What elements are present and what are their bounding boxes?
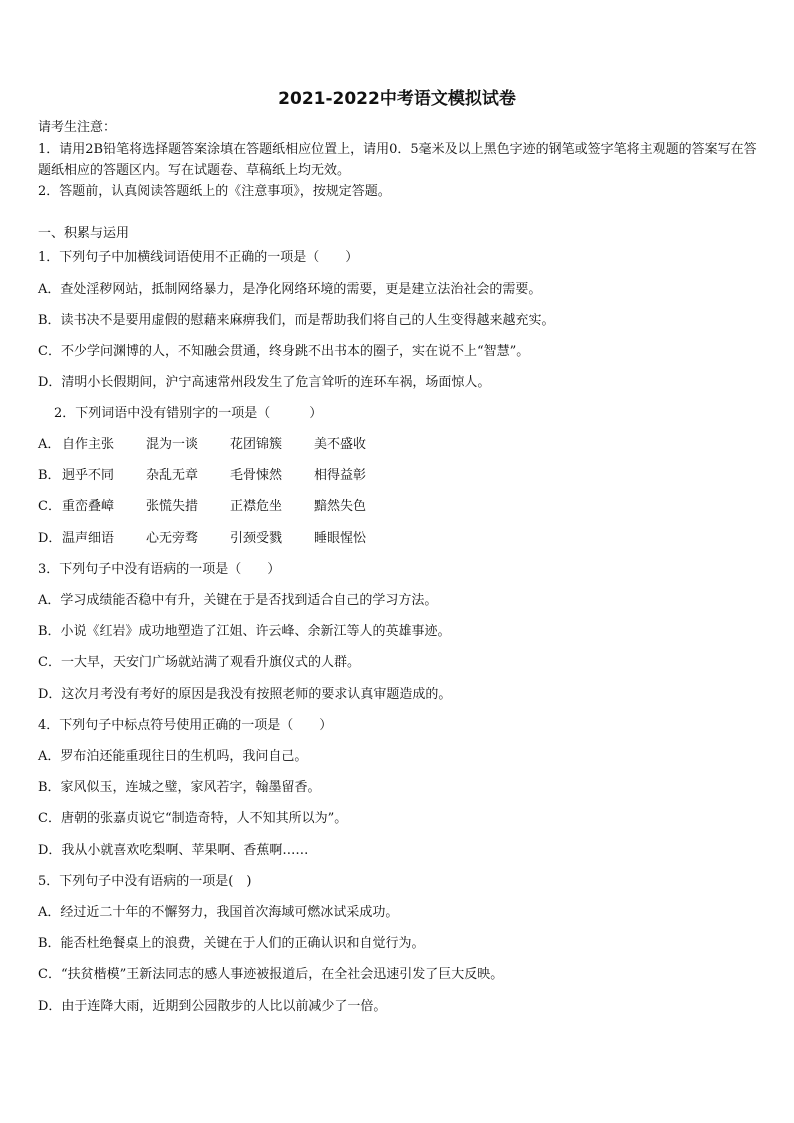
word: 引颈受戮 — [230, 531, 283, 546]
exam-title: 2021-2022中考语文模拟试卷 — [278, 89, 516, 109]
q4-option-b: B．家风似玉，连城之璧，家风若字，翰墨留香。 — [38, 780, 321, 795]
word: 张慌失措 — [146, 499, 199, 514]
option-letter: B． — [38, 468, 61, 483]
word: 正襟危坐 — [230, 499, 283, 514]
q5-option-b: B．能否杜绝餐桌上的浪费，关键在于人们的正确认识和自觉行为。 — [38, 936, 425, 951]
q5-stem: 5．下列句子中没有语病的一项是( ) — [38, 874, 252, 889]
q2-option-a — [38, 434, 398, 456]
notice-item: 1．请用2B铅笔将选择题答案涂填在答题纸相应位置上，请用0．5毫米及以上黑色字迹的钢笔或签字笔将主观题的答案写在答题纸相应的答题区内。写在试题卷、草稿纸上均无效。 — [38, 142, 757, 178]
q4-option-c: C．唐朝的张嘉贞说它“制造奇特，人不知其所以为”。 — [38, 811, 348, 826]
option-letter: C． — [38, 499, 61, 514]
q4-option-a: A．罗布泊还能重现往日的生机吗，我问自己。 — [38, 749, 308, 764]
option-letter: A． — [38, 437, 61, 452]
word: 杂乱无章 — [146, 468, 199, 483]
word: 混为一谈 — [146, 437, 199, 452]
notice-list — [38, 139, 758, 202]
q5-option-c: C．“扶贫楷模”王新法同志的感人事迹被报道后，在全社会迅速引发了巨大反映。 — [38, 967, 504, 982]
word: 黯然失色 — [314, 499, 367, 514]
q4-option-d: D．我从小就喜欢吃梨啊、苹果啊、香蕉啊…… — [38, 843, 309, 858]
word: 花团锦簇 — [230, 437, 283, 452]
word: 重峦叠嶂 — [62, 499, 115, 514]
q1-option-c: C．不少学问渊博的人，不知融会贯通，终身跳不出书本的圈子，实在说不上“智慧”。 — [38, 344, 530, 359]
q3-option-a: A．学习成绩能否稳中有升，关键在于是否找到适合自己的学习方法。 — [38, 593, 438, 608]
q2-option-c — [38, 496, 398, 518]
q1-stem: 1．下列句子中加横线词语使用不正确的一项是（ ） — [38, 250, 359, 265]
option-letter: D． — [38, 531, 62, 546]
q3-option-b: B．小说《红岩》成功地塑造了江姐、许云峰、余新江等人的英雄事迹。 — [38, 624, 451, 639]
q2-option-d — [38, 528, 398, 550]
word: 相得益彰 — [314, 468, 367, 483]
notice-item: 2．答题前，认真阅读答题纸上的《注意事项》，按规定答题。 — [38, 184, 391, 199]
word: 睡眼惺忪 — [314, 531, 367, 546]
q5-option-d: D．由于连降大雨，近期到公园散步的人比以前减少了一倍。 — [38, 999, 387, 1014]
q2-stem: 2．下列词语中没有错别字的一项是（ ） — [54, 406, 323, 421]
section-heading: 一、积累与运用 — [38, 226, 130, 241]
word: 迥乎不同 — [62, 468, 115, 483]
q3-option-c: C．一大早，天安门广场就站满了观看升旗仪式的人群。 — [38, 655, 360, 670]
q1-option-a: A．查处淫秽网站，抵制网络暴力，是净化网络环境的需要，更是建立法治社会的需要。 — [38, 282, 542, 297]
q5-option-a: A．经过近二十年的不懈努力，我国首次海域可燃冰试采成功。 — [38, 905, 399, 920]
q3-option-d: D．这次月考没有考好的原因是我没有按照老师的要求认真审题造成的。 — [38, 687, 452, 702]
word: 自作主张 — [62, 437, 115, 452]
word: 美不盛收 — [314, 437, 367, 452]
notice-label: 请考生注意： — [38, 120, 117, 135]
q3-stem: 3．下列句子中没有语病的一项是（ ） — [38, 562, 281, 577]
word: 毛骨悚然 — [230, 468, 283, 483]
word: 心无旁骛 — [146, 531, 199, 546]
q1-option-b: B．读书决不是要用虚假的慰藉来麻痹我们，而是帮助我们将自己的人生变得越来越充实。 — [38, 313, 555, 328]
q4-stem: 4．下列句子中标点符号使用正确的一项是（ ） — [38, 718, 333, 733]
q1-option-d: D．清明小长假期间，沪宁高速常州段发生了危言耸听的连环车祸，场面惊人。 — [38, 375, 491, 390]
q2-option-b — [38, 465, 398, 487]
word: 温声细语 — [62, 531, 115, 546]
